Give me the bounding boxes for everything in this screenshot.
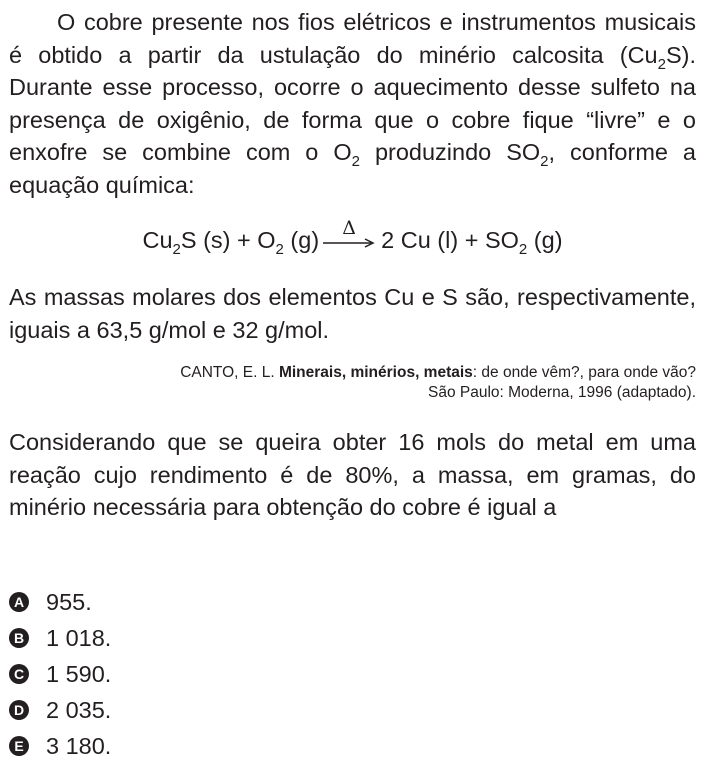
intro-text-4: , conforme a equação química: [9, 139, 696, 198]
intro-text-1: O cobre presente nos fios elétricos e instrumentos musicais é obtido a partir da ustulação do minério calcosita (Cu [9, 9, 696, 68]
equation-term: 2 Cu (l) + SO [381, 227, 519, 253]
citation-line-1 [180, 363, 696, 383]
subscript: 2 [275, 241, 284, 258]
heat-symbol: Δ [342, 217, 356, 239]
equation-term: S (s) + O [180, 227, 276, 253]
option-letter-badge: C [9, 664, 29, 684]
subscript: 2 [172, 241, 181, 258]
chemical-equation [0, 217, 705, 258]
source-citation [180, 363, 696, 403]
option-text: 3 180. [46, 732, 112, 759]
reaction-arrow [323, 217, 375, 250]
intro-text-2: S). Durante esse processo, ocorre o aquecimento desse sulfeto na presença de oxigênio, de forma que o cobre fique “livre” e o enxofre se combine com o O [9, 41, 696, 166]
option-text: 1 590. [46, 660, 112, 687]
citation-publisher: São Paulo: Moderna, 1996 (adaptado). [428, 384, 696, 401]
option-c[interactable] [9, 656, 111, 692]
equation-term: (g) [527, 227, 563, 253]
citation-title: Minerais, minérios, metais [278, 364, 473, 381]
option-text: 1 018. [46, 624, 112, 651]
option-letter-badge: E [9, 736, 29, 756]
equation-term: Cu [142, 227, 173, 253]
option-e[interactable] [9, 728, 111, 764]
citation-author: CANTO, E. L. [180, 364, 279, 381]
subscript: 2 [518, 241, 528, 258]
equation-term: (g) [283, 227, 320, 253]
citation-subtitle: : de onde vêm?, para onde vão? [472, 364, 696, 381]
option-letter-badge: A [9, 592, 29, 612]
intro-paragraph [9, 6, 696, 202]
subscript: 2 [351, 153, 360, 171]
option-text: 955. [46, 588, 92, 615]
option-d[interactable] [9, 692, 111, 728]
answer-options [9, 584, 111, 764]
arrow-icon [323, 230, 375, 250]
subscript: 2 [540, 153, 549, 171]
subscript: 2 [657, 55, 666, 73]
option-letter-badge: D [9, 700, 29, 720]
option-b[interactable] [9, 620, 111, 656]
option-a[interactable] [9, 584, 111, 620]
option-text: 2 035. [46, 696, 112, 723]
molar-masses-paragraph: As massas molares dos elementos Cu e S são, respectivamente, iguais a 63,5 g/mol e 32 g/mol. [9, 284, 696, 343]
question-paragraph: Considerando que se queira obter 16 mols do metal em uma reação cujo rendimento é de 80%, a massa, em gramas, do minério necessária para obtenção do cobre é igual a [9, 429, 696, 521]
option-letter-badge: B [9, 628, 29, 648]
intro-text-3: produzindo SO [359, 139, 541, 166]
